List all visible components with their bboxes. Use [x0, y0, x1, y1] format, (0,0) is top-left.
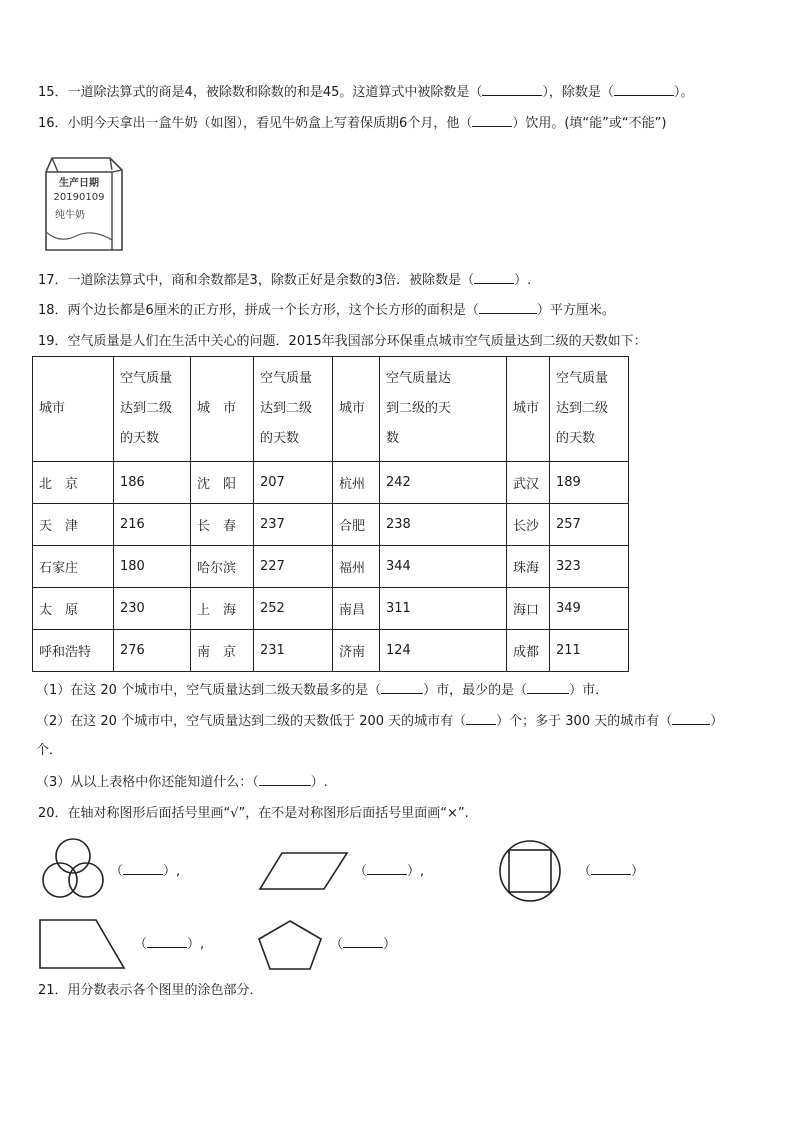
header-days: 空气质量 达到二级 的天数	[114, 357, 191, 462]
milk-product: 纯牛奶	[55, 210, 85, 221]
header-days: 空气质量 达到二级 的天数	[550, 357, 629, 462]
answer-blank[interactable]	[367, 862, 407, 875]
city-cell: 福州	[333, 546, 380, 588]
city-cell: 海口	[507, 588, 550, 630]
city-cell: 哈尔滨	[191, 546, 254, 588]
answer-group-5: （ ）	[330, 937, 397, 952]
answer-blank[interactable]	[614, 83, 674, 96]
answer-blank[interactable]	[147, 935, 187, 948]
city-cell: 成都	[507, 630, 550, 672]
answer-blank[interactable]	[259, 773, 311, 786]
question-15: 15．一道除法算式的商是4，被除数和除数的和是45。这道算式中被除数是（ ），除数是（ ）。	[38, 85, 694, 100]
city-cell: 合肥	[333, 504, 380, 546]
header-city: 城市	[33, 357, 114, 462]
table-row	[33, 588, 629, 630]
table-row	[33, 630, 629, 672]
header-city: 城市	[507, 357, 550, 462]
days-cell: 186	[114, 462, 191, 504]
question-21: 21．用分数表示各个图里的涂色部分．	[38, 983, 263, 998]
header-city: 城市	[333, 357, 380, 462]
milk-date: 20190109	[53, 192, 105, 203]
days-cell: 227	[254, 546, 333, 588]
days-cell: 349	[550, 588, 629, 630]
square-in-circle-figure	[498, 839, 562, 903]
city-cell: 南 京	[191, 630, 254, 672]
answer-group-1: （ ）,	[110, 864, 181, 879]
days-cell: 189	[550, 462, 629, 504]
answer-blank[interactable]	[472, 114, 512, 127]
days-cell: 231	[254, 630, 333, 672]
question-19-intro: 19．空气质量是人们在生活中关心的问题．2015年我国部分环保重点城市空气质量达到二级的天数如下：	[38, 334, 647, 349]
days-cell: 242	[380, 462, 507, 504]
answer-group-4: （ ）,	[134, 937, 205, 952]
days-cell: 180	[114, 546, 191, 588]
city-cell: 济南	[333, 630, 380, 672]
answer-blank[interactable]	[479, 301, 537, 314]
milk-carton-figure	[40, 152, 132, 256]
city-cell: 呼和浩特	[33, 630, 114, 672]
city-cell: 杭州	[333, 462, 380, 504]
header-city: 城 市	[191, 357, 254, 462]
question-20: 20．在轴对称图形后面括号里画“√”，在不是对称图形后面括号里面画“×”.	[38, 806, 469, 821]
three-circles-figure	[40, 836, 106, 902]
city-cell: 南昌	[333, 588, 380, 630]
answer-blank[interactable]	[672, 712, 710, 725]
city-cell: 长沙	[507, 504, 550, 546]
days-cell: 124	[380, 630, 507, 672]
days-cell: 276	[114, 630, 191, 672]
trapezoid-figure	[38, 918, 126, 970]
answer-blank[interactable]	[482, 83, 542, 96]
days-cell: 211	[550, 630, 629, 672]
table-row	[33, 462, 629, 504]
answer-blank[interactable]	[466, 712, 496, 725]
answer-blank[interactable]	[381, 681, 423, 694]
air-quality-table	[32, 356, 629, 672]
answer-blank[interactable]	[474, 271, 514, 284]
city-cell: 长 春	[191, 504, 254, 546]
table-row	[33, 546, 629, 588]
pentagon-figure	[256, 919, 324, 971]
days-cell: 311	[380, 588, 507, 630]
answer-blank[interactable]	[123, 862, 163, 875]
days-cell: 207	[254, 462, 333, 504]
parallelogram-figure	[258, 851, 350, 891]
days-cell: 344	[380, 546, 507, 588]
days-cell: 216	[114, 504, 191, 546]
city-cell: 上 海	[191, 588, 254, 630]
city-cell: 武汉	[507, 462, 550, 504]
milk-date-label: 生产日期	[59, 178, 99, 189]
city-cell: 沈 阳	[191, 462, 254, 504]
days-cell: 252	[254, 588, 333, 630]
days-cell: 237	[254, 504, 333, 546]
city-cell: 天 津	[33, 504, 114, 546]
header-days: 空气质量达 到二级的天 数	[380, 357, 507, 462]
days-cell: 238	[380, 504, 507, 546]
question-19-sub2-cont: 个．	[36, 743, 63, 758]
answer-blank[interactable]	[591, 862, 631, 875]
days-cell: 257	[550, 504, 629, 546]
answer-blank[interactable]	[527, 681, 569, 694]
question-19-sub3: （3）从以上表格中你还能知道什么：（ ）.	[36, 775, 328, 790]
question-19-sub1: （1）在这 20 个城市中，空气质量达到二级天数最多的是（ ）市，最少的是（ ）市．	[36, 683, 609, 698]
table-header-row	[33, 357, 629, 462]
city-cell: 石家庄	[33, 546, 114, 588]
table-row	[33, 504, 629, 546]
days-cell: 230	[114, 588, 191, 630]
city-cell: 珠海	[507, 546, 550, 588]
question-17: 17．一道除法算式中，商和余数都是3，除数正好是余数的3倍．被除数是（ ）.	[38, 273, 532, 288]
answer-blank[interactable]	[343, 935, 383, 948]
answer-group-2: （ ）,	[354, 864, 425, 879]
city-cell: 太 原	[33, 588, 114, 630]
answer-group-3: （ ）	[578, 864, 645, 879]
question-16: 16．小明今天拿出一盒牛奶（如图），看见牛奶盒上写着保质期6个月，他（ ）饮用。(填“能”或“不能”)	[38, 116, 667, 131]
question-19-sub2: （2）在这 20 个城市中，空气质量达到二级的天数低于 200 天的城市有（ ）个；多于 300 天的城市有（ ）	[36, 714, 724, 729]
header-days: 空气质量 达到二级 的天数	[254, 357, 333, 462]
city-cell: 北 京	[33, 462, 114, 504]
question-18: 18．两个边长都是6厘米的正方形，拼成一个长方形，这个长方形的面积是（ ）平方厘米。	[38, 303, 615, 318]
days-cell: 323	[550, 546, 629, 588]
